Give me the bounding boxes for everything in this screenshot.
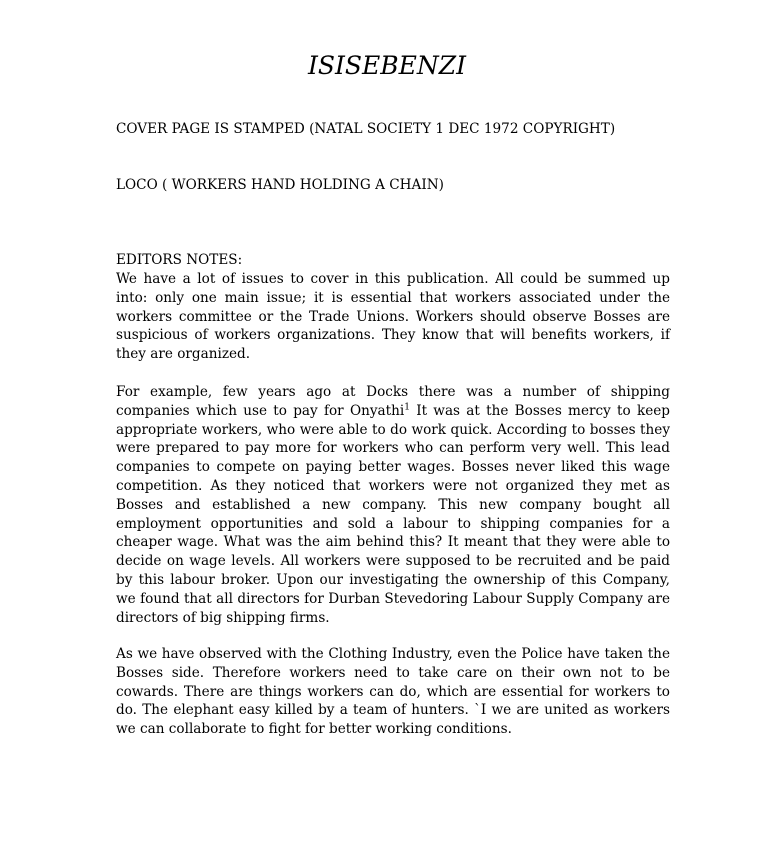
footnote-reference[interactable]: 1 (404, 402, 410, 413)
paragraph-2-text-start: For example, few years ago at Docks there was a number of shipping companies which use to pay for Onyathi (116, 384, 670, 419)
editors-paragraph-3: As we have observed with the Clothing Industry, even the Police have taken the Bosses side. Therefore workers need to take care on their own not to be cowards. There are things workers can do, which are essential for workers to do. The elephant easy killed by a team of hunters. `I we are united as workers we can collaborate to fight for better working conditions. (116, 646, 670, 738)
paragraph-2-text-end: It was at the Bosses mercy to keep appropriate workers, who were able to do work quick. According to bosses they were prepared to pay more for workers who can perform very well. This lead companies to compete on paying better wages. Bosses never liked this wage competition. As they noticed that workers were not organized they met as Bosses and established a new company. This new company bought all employment opportunities and sold a labour to shipping companies for a cheaper wage. What was the aim behind this? It meant that they were able to decide on wage levels. All workers were supposed to be recruited and be paid by this labour broker. Upon our investigating the ownership of this Company, we found that all directors for Durban Stevedoring Labour Supply Company are directors of big shipping firms. (116, 402, 670, 626)
logo-description-note: LOCO ( WORKERS HAND HOLDING A CHAIN) (116, 177, 444, 193)
document-title: ISISEBENZI (308, 51, 466, 80)
editors-notes-heading: EDITORS NOTES: (116, 252, 243, 268)
editors-paragraph-1: We have a lot of issues to cover in this publication. All could be summed up into: only one main issue; it is essential that workers associated under the workers committee or the Trade Unions. Workers should observe Bosses are suspicious of workers organizations. They know that will benefits workers, if they are organized. (116, 271, 670, 363)
editors-paragraph-2 (116, 383, 670, 627)
cover-stamp-note: COVER PAGE IS STAMPED (NATAL SOCIETY 1 DEC 1972 COPYRIGHT) (116, 121, 616, 137)
